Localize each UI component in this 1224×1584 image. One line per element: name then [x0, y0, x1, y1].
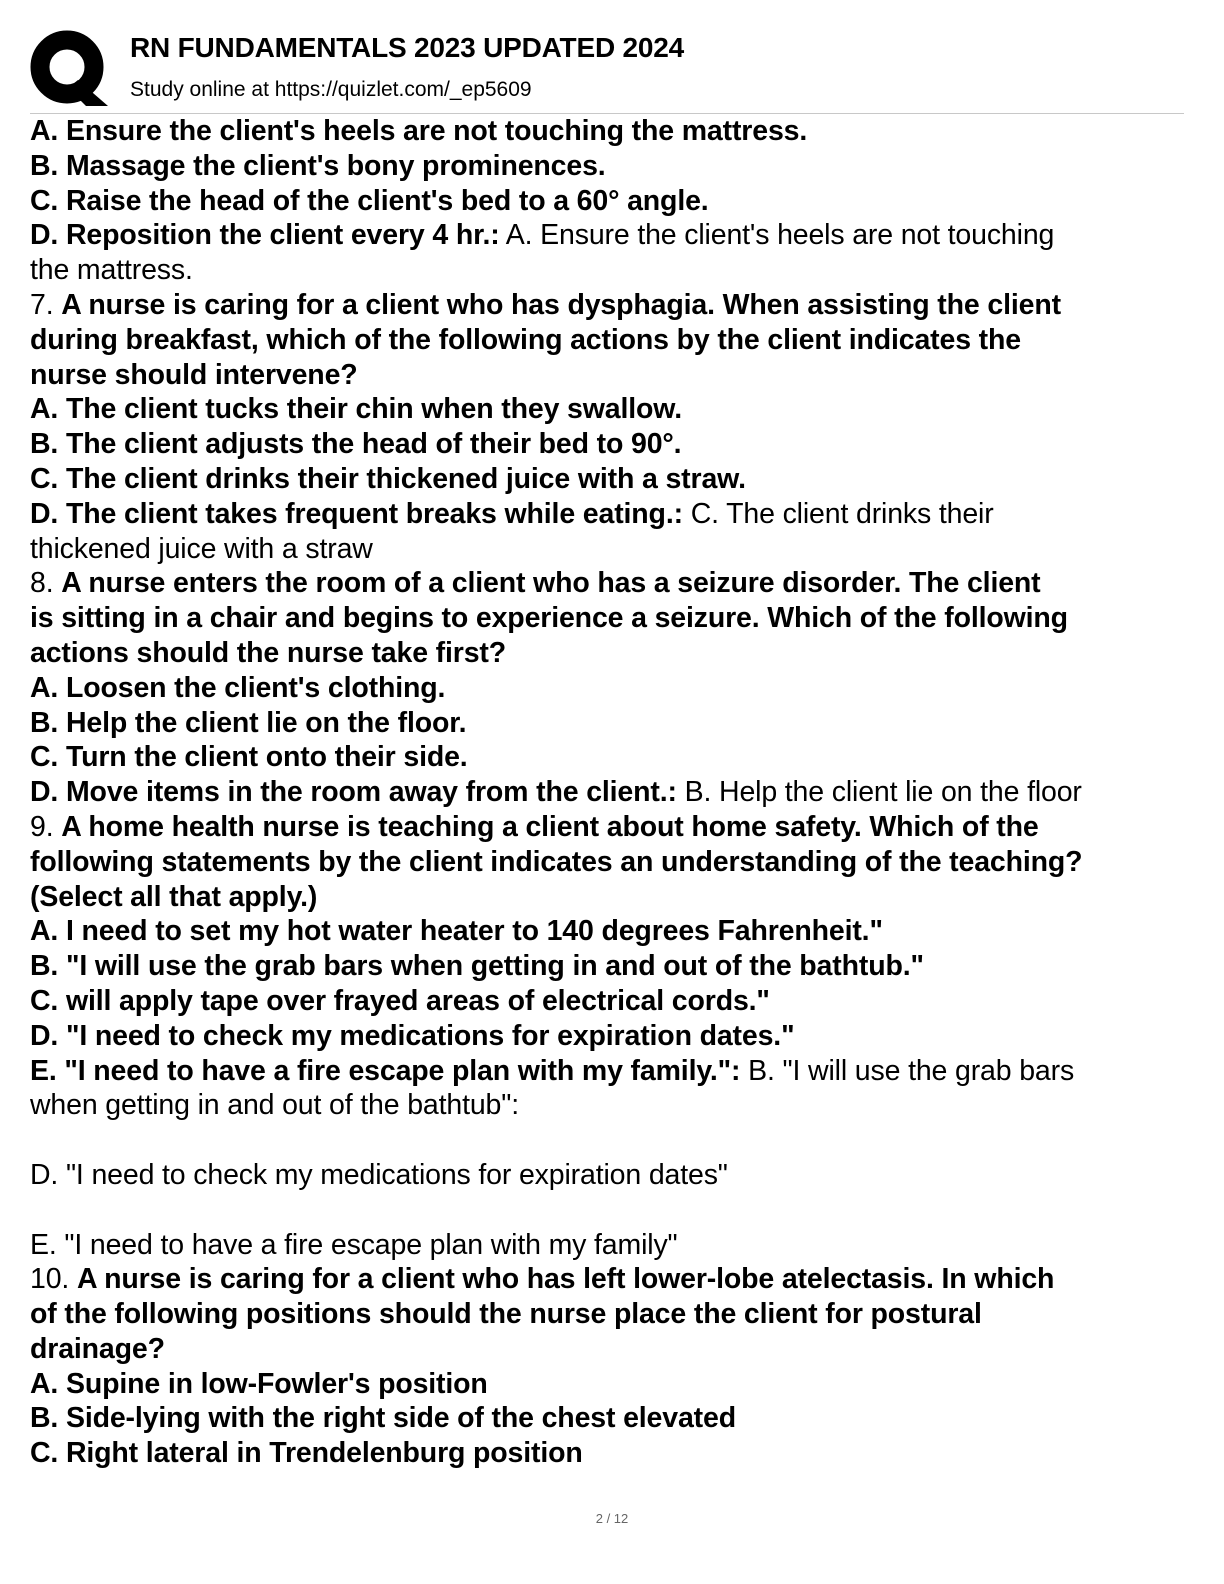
bold-text-run: B. Side-lying with the right side of the chest elevated: [30, 1402, 736, 1435]
bold-text-run: B. Help the client lie on the floor.: [30, 706, 467, 739]
text-line: [30, 914, 1190, 949]
text-line: [30, 323, 1190, 358]
text-run: D. "I need to check my medications for expiration dates": [30, 1158, 728, 1191]
text-line: [30, 601, 1190, 636]
document-body: [30, 114, 1190, 1471]
page-number: 2 / 12: [595, 1511, 629, 1526]
bold-text-run: C. will apply tape over frayed areas of electrical cords.": [30, 984, 770, 1017]
bold-text-run: A. Supine in low-Fowler's position: [30, 1367, 488, 1400]
bold-text-run: B. "I will use the grab bars when getting in and out of the bathtub.": [30, 950, 924, 983]
text-line: [30, 845, 1190, 880]
bold-text-run: D. Reposition the client every 4 hr.:: [30, 219, 500, 252]
quizlet-logo-icon: [30, 30, 110, 106]
text-line: [30, 1019, 1190, 1054]
text-line: [30, 1088, 1190, 1123]
blank-line: [30, 1123, 1190, 1158]
text-run: B. Help the client lie on the floor: [676, 776, 1082, 809]
bold-text-run: A nurse is caring for a client who has left lower-lobe atelectasis. In which: [76, 1263, 1055, 1296]
text-line: [30, 427, 1190, 462]
text-line: [30, 1401, 1190, 1436]
bold-text-run: B. Massage the client's bony prominences.: [30, 149, 606, 182]
text-line: [30, 358, 1190, 393]
bold-text-run: drainage?: [30, 1332, 165, 1365]
text-line: [30, 184, 1190, 219]
bold-text-run: A. Ensure the client's heels are not touching the mattress.: [30, 115, 808, 147]
text-run: thickened juice with a straw: [30, 532, 373, 565]
text-line: [30, 253, 1190, 288]
bold-text-run: A nurse is caring for a client who has dysphagia. When assisting the client: [61, 288, 1061, 321]
text-line: [30, 984, 1190, 1019]
text-run: 7.: [30, 288, 62, 321]
text-line: [30, 1054, 1190, 1089]
text-line: [30, 566, 1190, 601]
bold-text-run: C. The client drinks their thickened juice with a straw.: [30, 462, 746, 495]
text-line: [30, 810, 1190, 845]
text-run: E. "I need to have a fire escape plan with my family": [30, 1228, 678, 1261]
text-line: [30, 1228, 1190, 1263]
text-line: [30, 532, 1190, 567]
bold-text-run: nurse should intervene?: [30, 358, 358, 391]
text-line: [30, 288, 1190, 323]
text-line: [30, 497, 1190, 532]
text-line: [30, 1297, 1190, 1332]
text-line: [30, 218, 1190, 253]
bold-text-run: C. Raise the head of the client's bed to a 60° angle.: [30, 184, 709, 217]
bold-text-run: A home health nurse is teaching a client about home safety. Which of the: [61, 810, 1039, 843]
bold-text-run: C. Right lateral in Trendelenburg position: [30, 1437, 583, 1470]
text-run: A. Ensure the client's heels are not touching: [499, 219, 1055, 252]
bold-text-run: A. I need to set my hot water heater to 140 degrees Fahrenheit.": [30, 915, 883, 948]
bold-text-run: during breakfast, which of the following actions by the client indicates the: [30, 323, 1021, 356]
text-line: [30, 1332, 1190, 1367]
text-line: [30, 114, 1190, 149]
bold-text-run: A. Loosen the client's clothing.: [30, 671, 446, 704]
text-line: [30, 706, 1190, 741]
text-line: [30, 1436, 1190, 1471]
bold-text-run: A. The client tucks their chin when they swallow.: [30, 393, 682, 426]
text-run: B. "I will use the grab bars: [740, 1054, 1075, 1087]
text-line: [30, 149, 1190, 184]
text-line: [30, 462, 1190, 497]
bold-text-run: of the following positions should the nurse place the client for postural: [30, 1298, 982, 1331]
text-run: 10.: [30, 1263, 77, 1296]
text-run: 9.: [30, 810, 62, 843]
blank-line: [30, 1193, 1190, 1228]
bold-text-run: actions should the nurse take first?: [30, 636, 507, 669]
text-line: [30, 636, 1190, 671]
text-run: the mattress.: [30, 254, 193, 287]
text-line: [30, 880, 1190, 915]
document-title: RN FUNDAMENTALS 2023 UPDATED 2024: [130, 32, 685, 63]
text-line: [30, 740, 1190, 775]
text-run: 8.: [30, 567, 62, 600]
bold-text-run: E. "I need to have a fire escape plan with my family.":: [30, 1054, 741, 1087]
text-line: [30, 949, 1190, 984]
bold-text-run: D. Move items in the room away from the client.:: [30, 776, 677, 809]
page-header: [30, 30, 1184, 114]
text-run: when getting in and out of the bathtub":: [30, 1089, 519, 1122]
bold-text-run: A nurse enters the room of a client who has a seizure disorder. The client: [61, 567, 1041, 600]
text-run: C. The client drinks their: [682, 497, 994, 530]
text-line: [30, 1158, 1190, 1193]
text-line: [30, 1262, 1190, 1297]
bold-text-run: D. The client takes frequent breaks while eating.:: [30, 497, 683, 530]
study-online-link[interactable]: Study online at https://quizlet.com/_ep5609: [130, 78, 532, 101]
text-line: [30, 392, 1190, 427]
bold-text-run: D. "I need to check my medications for expiration dates.": [30, 1019, 795, 1052]
bold-text-run: B. The client adjusts the head of their bed to 90°.: [30, 428, 682, 461]
bold-text-run: (Select all that apply.): [30, 880, 318, 913]
bold-text-run: is sitting in a chair and begins to experience a seizure. Which of the following: [30, 602, 1068, 635]
text-line: [30, 775, 1190, 810]
bold-text-run: C. Turn the client onto their side.: [30, 741, 468, 774]
text-line: [30, 1367, 1190, 1402]
text-line: [30, 671, 1190, 706]
bold-text-run: following statements by the client indicates an understanding of the teaching?: [30, 845, 1083, 878]
